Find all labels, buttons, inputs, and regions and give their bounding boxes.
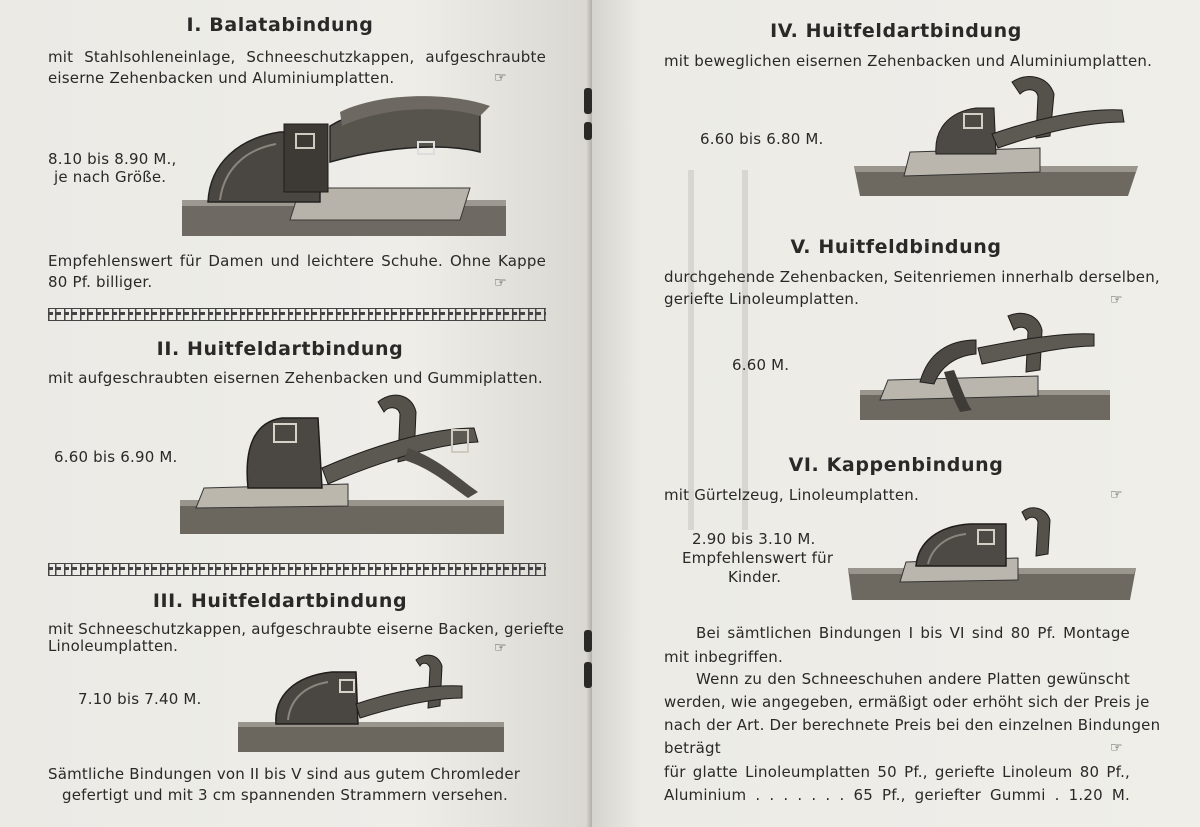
binding-4-price: 6.60 bis 6.80 M. (700, 130, 824, 148)
binding-1-price-note: je nach Größe. (54, 168, 167, 186)
binding-3-price: 7.10 bis 7.40 M. (78, 690, 202, 708)
binding-stitch (584, 630, 592, 652)
binding-3-desc-line2: Linoleumplatten. (48, 637, 179, 655)
price-list-line1: für glatte Linoleumplatten 50 Pf., geriefte Linoleum 80 Pf., (664, 763, 1130, 781)
binding-5-price: 6.60 M. (732, 356, 790, 374)
pointing-hand-icon: ☞ (1110, 487, 1123, 503)
kappen-binding-illustration (846, 504, 1138, 604)
binding-1-note-line2: 80 Pf. billiger. (48, 273, 153, 291)
balata-binding-illustration (180, 92, 510, 242)
pointing-hand-icon: ☞ (494, 275, 507, 291)
binding-stitch (584, 88, 592, 114)
plates-note-line3: nach der Art. Der berechnete Preis bei den einzelnen Bindungen (664, 716, 1161, 734)
price-list-line2: Aluminium . . . . . . . 65 Pf., geriefter Gummi . 1.20 M. (664, 786, 1130, 804)
plates-note-line1: Wenn zu den Schneeschuhen andere Platten gewünscht (696, 670, 1130, 688)
pointing-hand-icon: ☞ (494, 70, 507, 86)
huitfeld-binding-2-illustration (178, 388, 508, 536)
binding-4-title: IV. Huitfeldartbindung (770, 20, 1022, 42)
binding-3-title: III. Huitfeldartbindung (152, 590, 408, 612)
binding-1-title: I. Balatabindung (186, 14, 374, 36)
binding-6-note-line1: Empfehlenswert für (682, 549, 834, 567)
binding-1-desc-line1: mit Stahlsohleneinlage, Schneeschutzkappen, aufgeschraubte (48, 48, 546, 66)
binding-4-desc-line1: mit beweglichen eisernen Zehenbacken und Aluminiumplatten. (664, 52, 1153, 70)
greek-key-border (48, 308, 546, 321)
huitfeld-binding-3-illustration (236, 650, 506, 754)
left-page (0, 0, 592, 827)
right-page (592, 0, 1200, 827)
mounting-note-line1: Bei sämtlichen Bindungen I bis VI sind 80 Pf. Montage (696, 624, 1130, 642)
pointing-hand-icon: ☞ (1110, 740, 1123, 756)
binding-2-price: 6.60 bis 6.90 M. (54, 448, 178, 466)
binding-1-price: 8.10 bis 8.90 M., (48, 150, 177, 168)
pointing-hand-icon: ☞ (494, 640, 507, 656)
binding-2-desc-line1: mit aufgeschraubten eisernen Zehenbacken und Gummiplatten. (48, 369, 543, 387)
left-footer-line2: gefertigt und mit 3 cm spannenden Strammern versehen. (62, 786, 508, 804)
binding-6-note-line2: Kinder. (728, 568, 782, 586)
binding-6-desc-line1: mit Gürtelzeug, Linoleumplatten. (664, 486, 919, 504)
binding-6-price: 2.90 bis 3.10 M. (692, 530, 816, 548)
mounting-note-line2: mit inbegriffen. (664, 648, 783, 666)
huitfeld-binding-5-illustration (858, 310, 1112, 422)
plates-note-line4: beträgt (664, 739, 721, 757)
greek-key-border (48, 563, 546, 576)
plates-note-line2: werden, wie angegeben, ermäßigt oder erhöht sich der Preis je (664, 693, 1150, 711)
left-footer-line1: Sämtliche Bindungen von II bis V sind aus gutem Chromleder (48, 765, 521, 783)
show-through-pole (742, 170, 748, 530)
binding-5-desc-line2: geriefte Linoleumplatten. (664, 290, 860, 308)
binding-1-desc-line2: eiserne Zehenbacken und Aluminiumplatten. (48, 69, 395, 87)
binding-stitch (584, 662, 592, 688)
binding-6-title: VI. Kappenbindung (788, 454, 1004, 476)
binding-5-title: V. Huitfeldbindung (790, 236, 1002, 258)
binding-2-title: II. Huitfeldartbindung (156, 338, 404, 360)
pointing-hand-icon: ☞ (1110, 292, 1123, 308)
binding-3-desc-line1: mit Schneeschutzkappen, aufgeschraubte eiserne Backen, geriefte (48, 620, 565, 638)
binding-5-desc-line1: durchgehende Zehenbacken, Seitenriemen innerhalb derselben, (664, 268, 1160, 286)
binding-stitch (584, 122, 592, 140)
binding-1-note-line1: Empfehlenswert für Damen und leichtere Schuhe. Ohne Kappe (48, 252, 546, 270)
show-through-pole (688, 170, 694, 530)
huitfeld-binding-4-illustration (852, 72, 1140, 200)
